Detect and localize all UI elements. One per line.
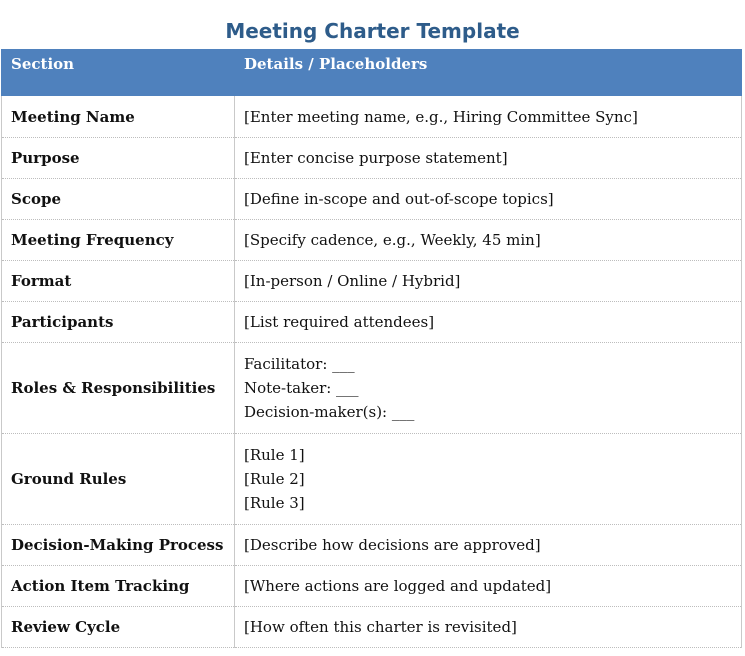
table-row [2,434,742,525]
details-line: Facilitator: ___ [244,355,355,373]
table-row [2,96,742,138]
details-line: [List required attendees] [244,313,435,331]
details-cell [235,179,742,220]
details-line: [How often this charter is revisited] [244,618,517,636]
table-row [2,566,742,607]
header-details: Details / Placeholders [235,50,742,96]
table-header-row [2,50,742,96]
section-cell: Format [2,261,235,302]
section-cell: Ground Rules [2,434,235,525]
section-cell: Review Cycle [2,607,235,648]
section-cell: Purpose [2,138,235,179]
section-cell: Scope [2,179,235,220]
table-row [2,343,742,434]
table-row [2,261,742,302]
details-line: Decision-maker(s): ___ [244,403,415,421]
details-line: [In-person / Online / Hybrid] [244,272,461,290]
section-cell: Meeting Name [2,96,235,138]
details-cell [235,607,742,648]
details-line: [Rule 2] [244,470,305,488]
details-cell [235,343,742,434]
table-row [2,179,742,220]
table-row [2,302,742,343]
details-line: Note-taker: ___ [244,379,359,397]
details-cell [235,138,742,179]
details-cell [235,96,742,138]
table-body [2,96,742,648]
header-section: Section [2,50,235,96]
section-cell: Meeting Frequency [2,220,235,261]
details-line: [Rule 3] [244,494,305,512]
table-row [2,138,742,179]
charter-table [1,49,742,648]
details-line: [Describe how decisions are approved] [244,536,541,554]
details-cell [235,566,742,607]
details-line: [Enter meeting name, e.g., Hiring Committee Sync] [244,107,638,126]
section-cell: Action Item Tracking [2,566,235,607]
table-row [2,607,742,648]
details-cell [235,434,742,525]
table-row [2,525,742,566]
section-cell: Roles & Responsibilities [2,343,235,434]
details-line: [Where actions are logged and updated] [244,577,552,595]
details-line: [Define in-scope and out-of-scope topics] [244,190,554,208]
section-cell: Participants [2,302,235,343]
details-cell [235,525,742,566]
details-line: [Rule 1] [244,446,305,464]
details-cell [235,220,742,261]
details-cell [235,261,742,302]
table-row [2,220,742,261]
details-line: [Specify cadence, e.g., Weekly, 45 min] [244,231,541,249]
details-cell [235,302,742,343]
document-title: Meeting Charter Template [225,19,520,43]
section-cell: Decision-Making Process [2,525,235,566]
details-line: [Enter concise purpose statement] [244,149,508,167]
